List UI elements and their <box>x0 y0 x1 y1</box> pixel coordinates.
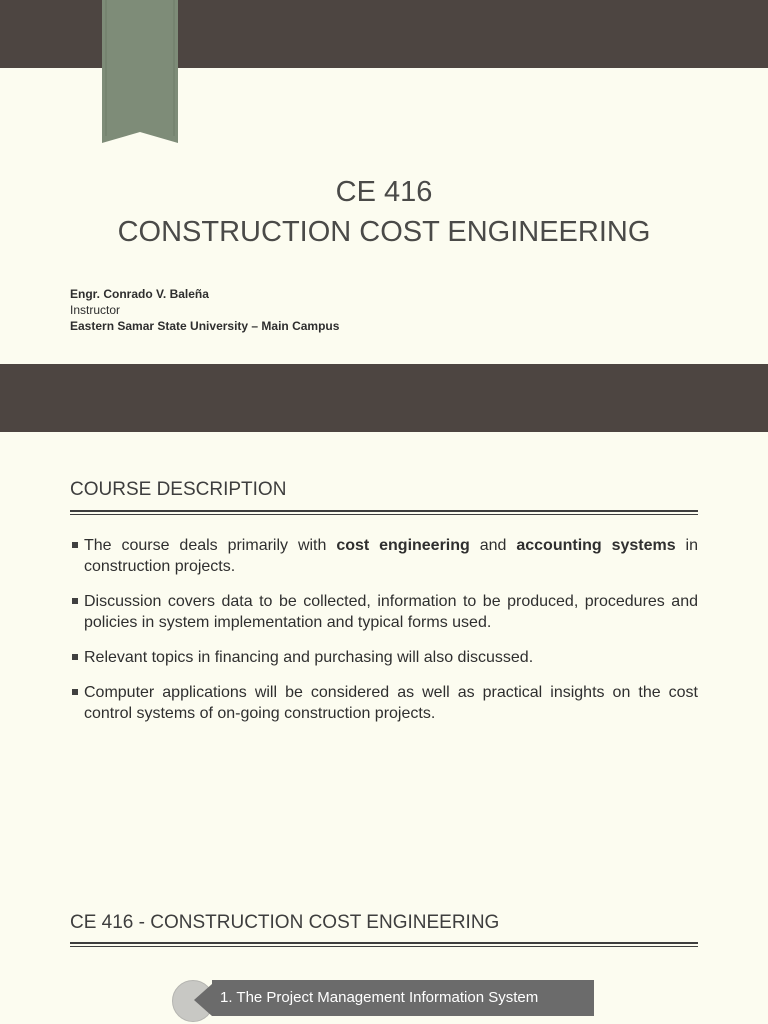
list-item: Computer applications will be considered as well as practical insights on the cost control systems of on-going construction projects. <box>70 682 698 724</box>
bullet-square-icon <box>72 654 78 660</box>
topic-nav[interactable] <box>172 976 602 1024</box>
heading-divider <box>70 942 698 947</box>
list-item: The course deals primarily with cost engineering and accounting systems in construction projects. <box>70 535 698 577</box>
section-heading-course-description: COURSE DESCRIPTION <box>70 479 287 500</box>
bullet-square-icon <box>72 689 78 695</box>
list-item: Relevant topics in financing and purchasing will also discussed. <box>70 647 698 668</box>
section-heading-ce416: CE 416 - CONSTRUCTION COST ENGINEERING <box>70 912 500 933</box>
course-code: CE 416 <box>335 176 433 208</box>
bookmark-ribbon-icon <box>102 0 178 143</box>
heading-divider <box>70 510 698 515</box>
bullet-square-icon <box>72 542 78 548</box>
middle-band <box>0 364 768 432</box>
description-list <box>70 535 698 738</box>
list-item: Discussion covers data to be collected, information to be produced, procedures and policies in system implementation and typical forms used. <box>70 591 698 633</box>
author-institution: Eastern Samar State University – Main Campus <box>70 319 340 333</box>
author-role: Instructor <box>70 303 121 317</box>
author-block <box>70 286 339 334</box>
slide-title <box>0 170 768 250</box>
arrow-left-icon <box>194 984 212 1016</box>
author-name: Engr. Conrado V. Baleña <box>70 287 209 301</box>
course-title: CONSTRUCTION COST ENGINEERING <box>117 216 651 248</box>
bullet-square-icon <box>72 598 78 604</box>
topic-nav-label[interactable]: 1. The Project Management Information System <box>212 980 594 1016</box>
